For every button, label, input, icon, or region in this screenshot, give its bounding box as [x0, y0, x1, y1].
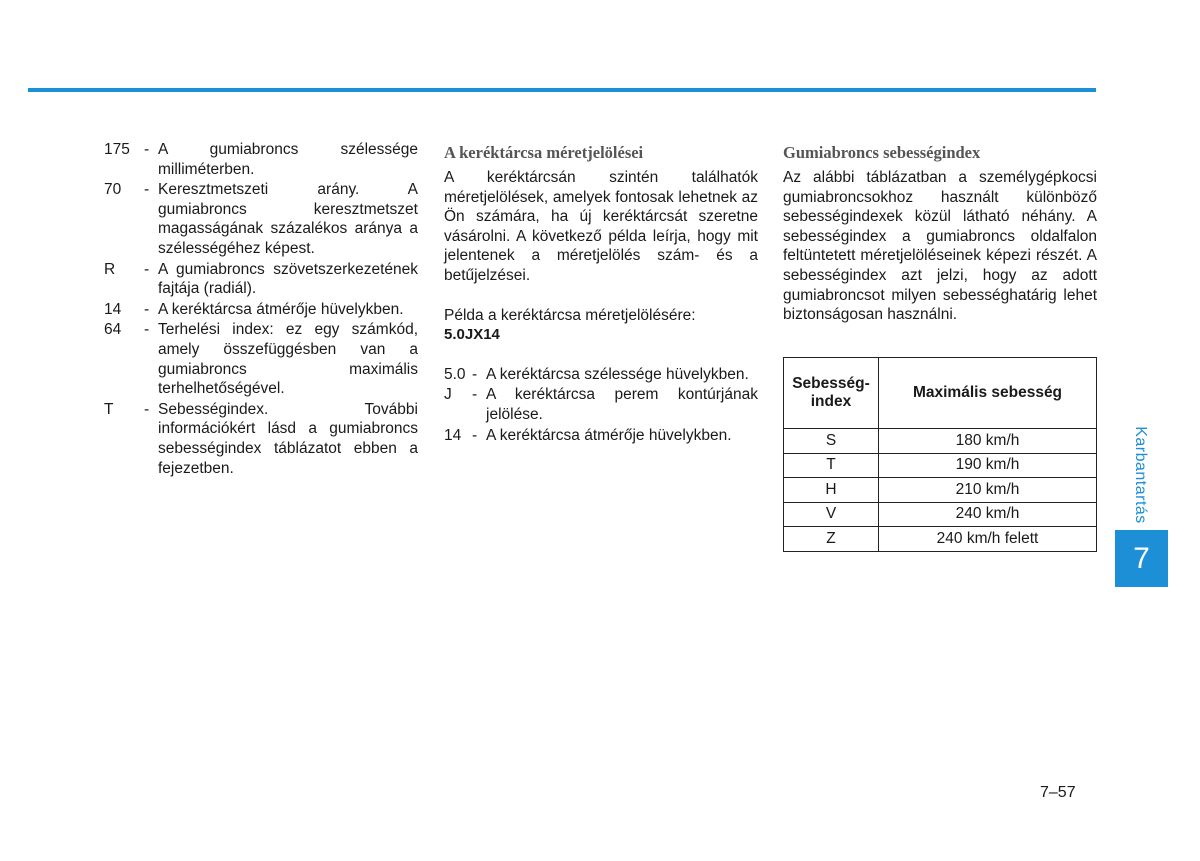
list-item: 14 - A keréktárcsa átmérője hüvelykben.: [444, 426, 758, 446]
page-number: 7–57: [1040, 784, 1076, 801]
chapter-number-tab: 7: [1115, 530, 1168, 587]
section-heading: A keréktárcsa méretjelölései: [444, 143, 644, 162]
header-rule: [28, 88, 1096, 92]
table-row: [784, 429, 1097, 454]
rim-marking-column: [444, 140, 758, 446]
header-index: Sebesség-index: [784, 358, 879, 429]
table-header-row: [784, 358, 1097, 429]
cell-index: S: [784, 429, 879, 454]
table-row: [784, 453, 1097, 478]
speed-index-column: [783, 140, 1097, 325]
section-heading: Gumiabroncs sebességindex: [783, 143, 981, 162]
list-item: 64 - Terhelési index: ez egy számkód, amely összefüggésben van a gumiabroncs maximális terhelhetőségével.: [104, 321, 418, 398]
list-item: 5.0 - A keréktárcsa szélessége hüvelykben.: [444, 365, 758, 385]
cell-speed: 190 km/h: [879, 453, 1097, 478]
cell-speed: 240 km/h felett: [879, 527, 1097, 552]
chapter-title: Karbantartás: [1132, 426, 1149, 524]
list-item: R - A gumiabroncs szövetszerkezetének fajtája (radiál).: [104, 260, 418, 298]
item-text: Sebességindex. További információkért lásd a gumiabroncs sebességindex táblázatot ebben a fejezetben.: [158, 400, 418, 477]
list-item: 70 - Keresztmetszeti arány. A gumiabroncs keresztmetszet magasságának százalékos aránya a szélességéhez képest.: [104, 181, 418, 257]
tire-code-column: [104, 140, 418, 479]
item-text: A keréktárcsa perem kontúrjának jelölése.: [486, 386, 758, 423]
example-label: Példa a keréktárcsa méretjelölésére:: [444, 306, 696, 324]
item-text: A keréktárcsa szélessége hüvelykben.: [486, 365, 749, 383]
speed-index-paragraph: Az alábbi táblázatban a személygépkocsi gumiabroncsokhoz használt különböző sebességindexek közül látható néhány. A sebességindex a gumiabroncs oldalfalon feltüntetett méretjelöléseinek képezi részét. A sebességindex azt jelzi, hogy az adott gumiabroncsot milyen sebességhatárig lehet biztonságosan használni.: [783, 169, 1097, 324]
header-speed: Maximális sebesség: [879, 358, 1097, 429]
cell-speed: 240 km/h: [879, 502, 1097, 527]
cell-speed: 180 km/h: [879, 429, 1097, 454]
item-text: A keréktárcsa átmérője hüvelykben.: [158, 300, 404, 318]
item-text: A keréktárcsa átmérője hüvelykben.: [486, 426, 732, 444]
list-item: T - Sebességindex. További információkért lásd a gumiabroncs sebességindex táblázatot ebben a fejezetben.: [104, 400, 418, 477]
item-key: 175: [104, 141, 130, 158]
table-row: [784, 478, 1097, 503]
list-item: 14 - A keréktárcsa átmérője hüvelykben.: [104, 300, 418, 320]
cell-index: H: [784, 478, 879, 503]
item-key: T: [104, 400, 114, 418]
cell-index: T: [784, 453, 879, 478]
item-text: Keresztmetszeti arány. A gumiabroncs keresztmetszet magasságának százalékos aránya a szélességéhez képest.: [158, 181, 418, 257]
item-key: 5.0: [444, 365, 466, 383]
cell-speed: 210 km/h: [879, 478, 1097, 503]
item-text: A gumiabroncs szövetszerkezetének fajtája (radiál).: [158, 260, 418, 298]
item-text: Terhelési index: ez egy számkód, amely összefüggésben van a gumiabroncs maximális terhelhetőségével.: [158, 321, 418, 398]
item-key: 64: [104, 321, 122, 339]
table-row: [784, 502, 1097, 527]
speed-index-table: [783, 357, 1097, 552]
example-code: 5.0JX14: [444, 326, 500, 344]
tire-code-list: [104, 140, 418, 478]
table-row: [784, 527, 1097, 552]
item-key: R: [104, 260, 116, 278]
item-key: J: [444, 386, 452, 404]
intro-paragraph: A keréktárcsán szintén találhatók méretjelölések, amelyek fontosak lehetnek az Ön számára, ha új keréktárcsát szeretne vásárolni. A következő példa leírja, hogy mit jelentenek a méretjelölés szám- és a betűjelzései.: [444, 169, 758, 284]
list-item: 175 - A gumiabroncs szélessége milliméterben.: [104, 141, 418, 178]
item-key: 14: [104, 300, 122, 318]
item-key: 14: [444, 426, 462, 444]
list-item: J - A keréktárcsa perem kontúrjának jelölése.: [444, 386, 758, 423]
chapter-side-label: [1122, 420, 1158, 530]
cell-index: Z: [784, 527, 879, 552]
item-text: A gumiabroncs szélessége milliméterben.: [158, 141, 418, 178]
cell-index: V: [784, 502, 879, 527]
rim-code-list: [444, 365, 758, 445]
item-key: 70: [104, 181, 122, 199]
